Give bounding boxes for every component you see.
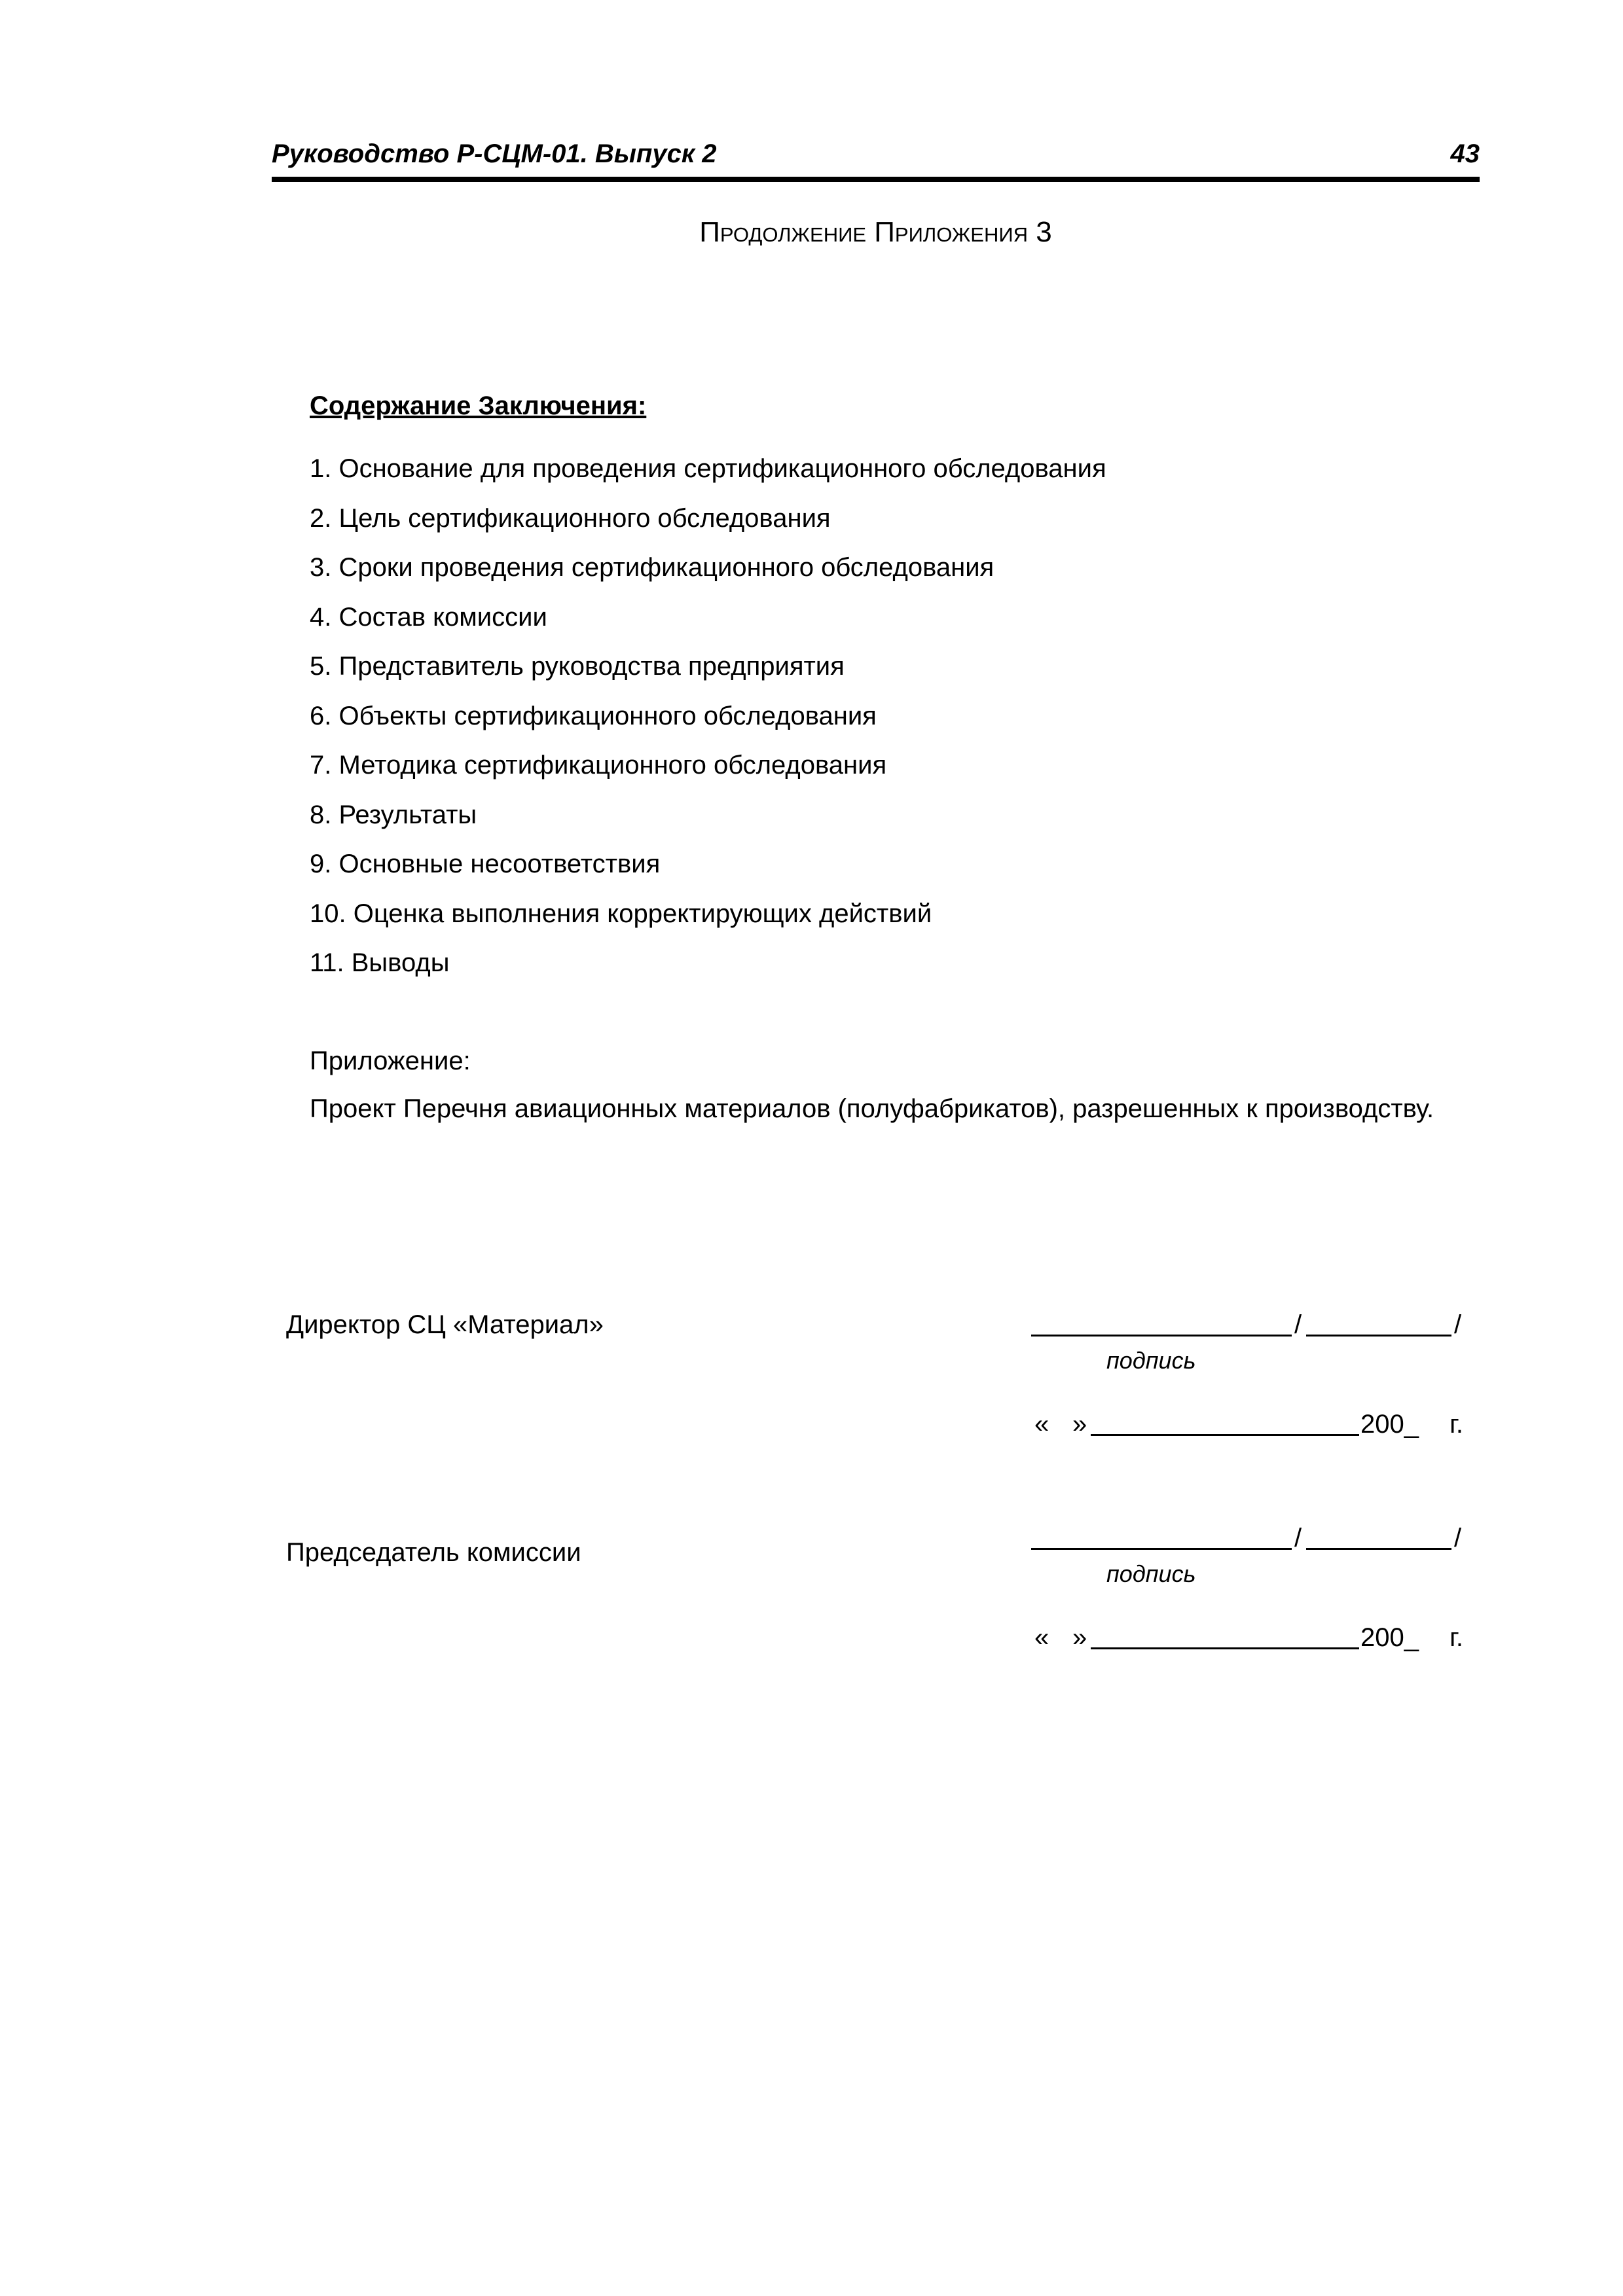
list-item: 11. Выводы [310,948,450,977]
list-item: 2. Цель сертификационного обследования [310,503,831,533]
quote-open: « [1034,1623,1049,1652]
signature-slash: / [1294,1524,1302,1552]
appendix-title: Продолжение Приложения 3 [699,216,1052,248]
list-item: 6. Объекты сертификационного обследования [310,701,877,730]
signature-caption: подпись [1106,1347,1196,1374]
date-year: 200_ [1360,1623,1419,1652]
name-line [1306,1335,1451,1336]
list-item: 5. Представитель руководства предприятия [310,652,845,681]
list-item: 7. Методика сертификационного обследования [310,751,887,780]
date-year-suffix: г. [1450,1410,1463,1439]
signature-line [1031,1335,1292,1336]
contents-list [310,450,1106,994]
name-line [1306,1548,1451,1550]
page-number: 43 [1450,139,1480,168]
signature-slash: / [1454,1310,1462,1339]
signature-date-director [1034,1406,1463,1443]
annex-label: Приложение: [310,1047,471,1075]
contents-heading: Содержание Заключения: [310,391,647,420]
signature-caption: подпись [1106,1560,1196,1587]
signature-role-director: Директор СЦ «Материал» [286,1310,604,1339]
quote-close: » [1072,1410,1087,1439]
list-item: 1. Основание для проведения сертификационного обследования [310,454,1106,483]
signature-slash: / [1294,1310,1302,1339]
date-line [1091,1647,1359,1649]
list-item: 9. Основные несоответствия [310,850,661,878]
signature-role-chairman: Председатель комиссии [286,1538,581,1567]
page-header [272,137,1480,182]
date-line [1091,1434,1359,1436]
annex-text: Проект Перечня авиационных материалов (полуфабрикатов), разрешенных к производству. [310,1094,1434,1123]
signature-date-chairman [1034,1619,1463,1656]
date-year-suffix: г. [1450,1623,1463,1652]
list-item: 10. Оценка выполнения корректирующих действий [310,899,932,928]
signature-lines-director [1031,1306,1463,1343]
list-item: 8. Результаты [310,800,477,829]
quote-open: « [1034,1410,1049,1439]
list-item: 3. Сроки проведения сертификационного обследования [310,553,994,582]
document-title: Руководство Р-СЦМ-01. Выпуск 2 [272,139,717,168]
signature-lines-chairman [1031,1520,1463,1556]
list-item: 4. Состав комиссии [310,602,547,632]
signature-line [1031,1548,1292,1550]
signature-slash: / [1454,1524,1462,1552]
quote-close: » [1072,1623,1087,1652]
date-year: 200_ [1360,1410,1419,1439]
